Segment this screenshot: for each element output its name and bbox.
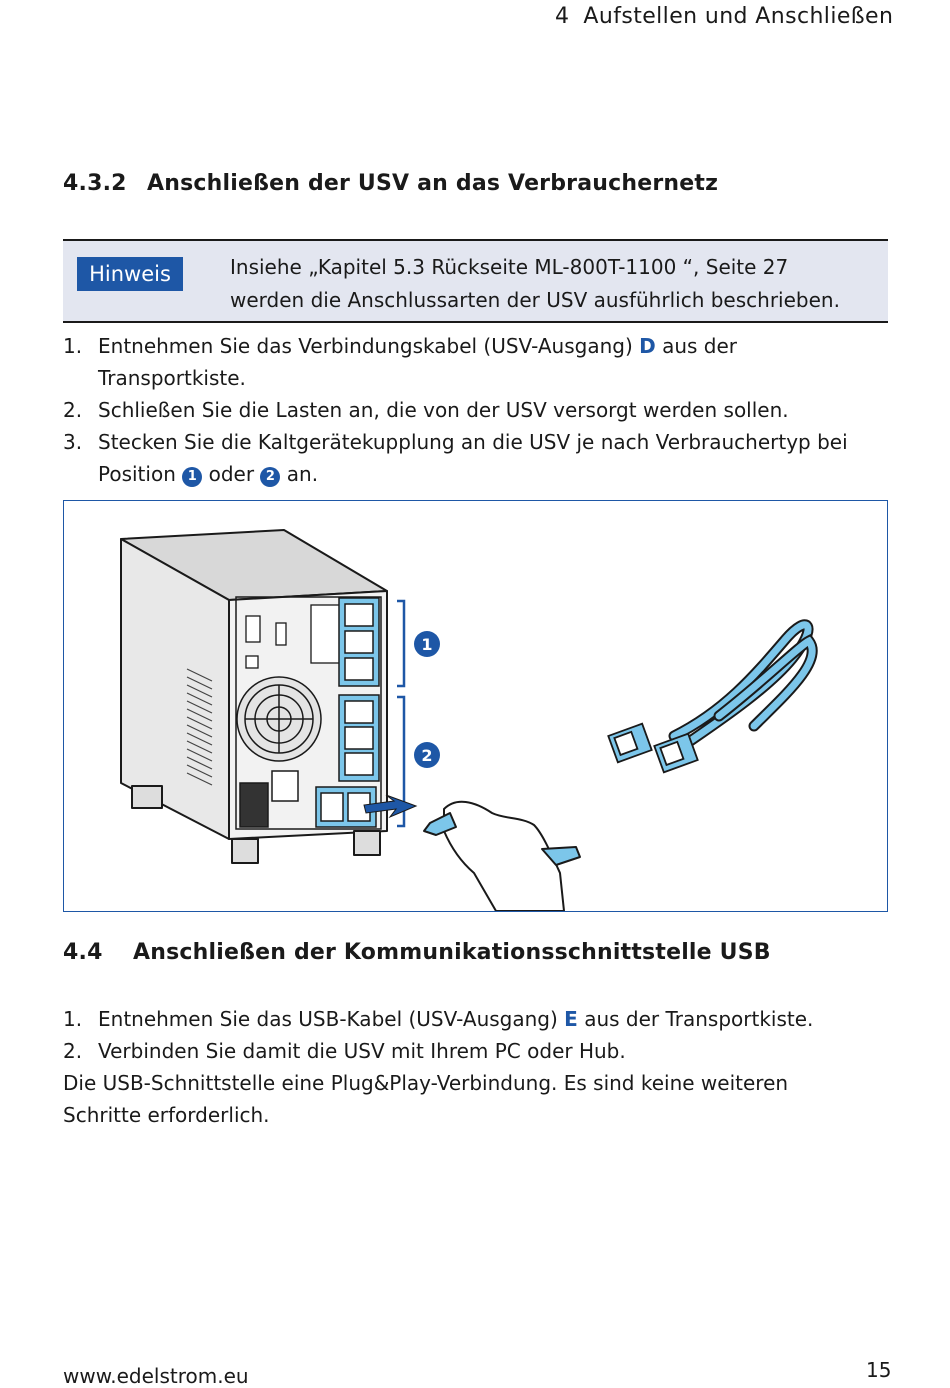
list-item-step-1 [63,330,737,394]
reference-letter-d: D [639,334,656,358]
ups-illustration [64,501,887,911]
ups-connection-figure [63,500,888,912]
position-1-badge: 1 [182,467,202,487]
page-number: 15 [866,1358,892,1382]
list-item-step-2 [63,394,789,426]
callout-2 [414,742,440,768]
note-line-2: werden die Anschlussarten der USV ausführlich beschrieben. [230,288,840,312]
list-item-usb-step-1 [63,1003,813,1035]
section-title: Anschließen der Kommunikationsschnittstelle USB [133,940,771,965]
list-number: 3. [63,430,83,454]
list-text: Entnehmen Sie das Verbindungskabel (USV-Ausgang) [98,334,640,358]
paragraph-line-2: Schritte erforderlich. [63,1103,270,1127]
list-text: Verbinden Sie damit die USV mit Ihrem PC oder Hub. [98,1039,626,1063]
hand-with-plug [424,802,580,911]
list-text: aus der Transportkiste. [577,1007,814,1031]
list-text: Stecken Sie die Kaltgerätekupplung an die USV je nach Verbrauchertyp bei [98,430,848,454]
list-text: Entnehmen Sie das USB-Kabel (USV-Ausgang) [98,1007,565,1031]
power-cable [674,625,812,751]
list-text: Schließen Sie die Lasten an, die von der USV versorgt werden sollen. [98,398,789,422]
note-text [230,251,840,317]
usb-paragraph [63,1067,788,1131]
list-item-usb-step-2 [63,1035,626,1067]
list-item-step-3 [63,426,848,490]
fan [237,677,321,761]
callout-2-label: 2 [421,746,433,765]
callout-1-label: 1 [421,635,433,654]
cable-plug-right [654,734,697,773]
note-line-1: Insiehe „Kapitel 5.3 Rückseite ML-800T-1100 “, Seite 27 [230,255,789,279]
list-continuation: Transportkiste. [98,366,246,390]
reference-letter-e: E [564,1007,578,1031]
list-text: oder [202,462,261,486]
section-title: Anschließen der USV an das Verbrauchernetz [147,171,719,196]
chapter-title: Aufstellen und Anschließen [583,4,894,29]
list-text: Position [98,462,183,486]
list-text: an. [280,462,319,486]
section-number: 4.3.2 [63,171,127,196]
cable-plug-left [608,724,651,763]
position-2-badge: 2 [260,467,280,487]
list-number: 2. [63,398,83,422]
section-number: 4.4 [63,940,103,965]
list-number: 1. [63,1007,83,1031]
paragraph-line-1: Die USB-Schnittstelle eine Plug&Play-Verbindung. Es sind keine weiteren [63,1071,789,1095]
list-continuation [63,458,848,490]
running-header [555,4,893,29]
list-text: aus der [655,334,738,358]
footer-url: www.edelstrom.eu [63,1364,249,1388]
chapter-number: 4 [555,4,570,29]
outlet-group-1 [339,598,379,686]
callout-1 [414,631,440,657]
list-number: 1. [63,334,83,358]
note-box [63,239,888,323]
note-badge: Hinweis [77,257,183,291]
list-number: 2. [63,1039,83,1063]
section-heading-44 [63,940,771,965]
section-heading-432 [63,171,718,196]
